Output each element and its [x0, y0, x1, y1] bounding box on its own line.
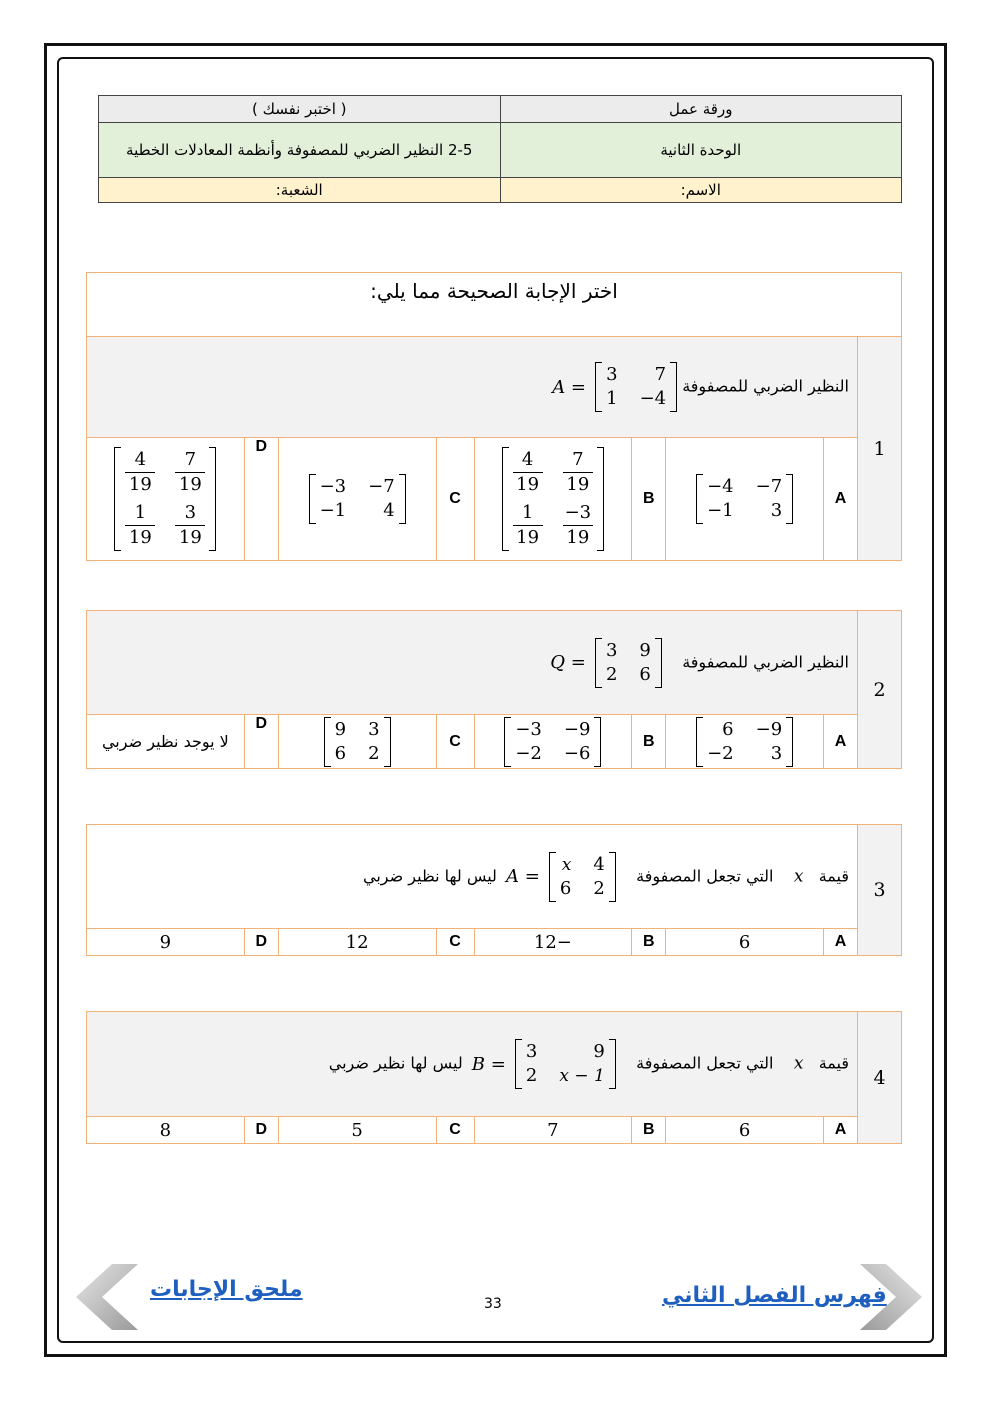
given-matrix	[549, 852, 616, 902]
question-suffix: ليس لها نظير ضربي	[363, 866, 497, 885]
matrix-cell: x − 1	[559, 1066, 605, 1086]
option-a[interactable]	[666, 715, 824, 769]
name-field[interactable]: الاسم:	[500, 178, 902, 203]
question-text	[87, 611, 858, 715]
matrix-cell: 9	[593, 1041, 605, 1062]
fraction: $\frac{4}{19}$	[513, 448, 543, 497]
question-3-table	[86, 824, 902, 956]
matrix-cell: 2	[593, 877, 605, 899]
question-label: النظير الضربي للمصفوفة	[682, 376, 849, 396]
fraction: $\frac{1}{19}$	[125, 501, 155, 550]
matrix-cell: 3	[368, 718, 380, 740]
matrix-cell: 3	[606, 364, 618, 385]
worksheet-label: ورقة عمل	[500, 96, 902, 123]
arrow-left-icon[interactable]	[72, 1262, 142, 1332]
matrix-cell: 2	[605, 663, 618, 685]
option-a-letter[interactable]: A	[824, 715, 858, 769]
matrix-cell: −4	[639, 388, 667, 409]
matrix-cell: 6	[559, 877, 572, 899]
matrix-cell: 3	[770, 500, 783, 521]
option-b-letter[interactable]: B	[632, 715, 666, 769]
page-number: 33	[484, 1296, 502, 1312]
matrix-name: Q =	[550, 652, 586, 673]
question-1-table	[86, 272, 902, 561]
option-a[interactable]: 6	[666, 1117, 824, 1144]
matrix-cell: −2	[707, 742, 734, 764]
matrix-cell: 2	[525, 1065, 538, 1086]
matrix-cell: 4	[383, 500, 395, 521]
option-b[interactable]: −12	[474, 929, 632, 956]
given-matrix	[515, 1039, 616, 1089]
option-d-matrix	[114, 447, 216, 551]
option-b[interactable]	[474, 438, 632, 561]
matrix-cell: −1	[319, 500, 347, 521]
matrix-name: A =	[552, 376, 587, 398]
fraction: $\frac{4}{19}$	[125, 448, 155, 497]
unit-label: الوحدة الثانية	[500, 123, 902, 178]
matrix-cell: 3	[525, 1041, 538, 1062]
matrix-cell: 4	[593, 853, 605, 875]
option-d[interactable]	[87, 438, 245, 561]
answers-appendix-link[interactable]: ملحق الإجابات	[150, 1277, 303, 1302]
test-yourself-label: ( اختبر نفسك )	[99, 96, 501, 123]
option-d-letter[interactable]: D	[244, 929, 278, 956]
matrix-cell: −4	[707, 476, 734, 497]
fraction: $\frac{7}{19}$	[563, 448, 594, 497]
option-b-letter[interactable]: B	[632, 438, 666, 561]
given-matrix	[595, 362, 677, 412]
option-c[interactable]	[278, 715, 436, 769]
fraction: $\frac{7}{19}$	[175, 448, 205, 497]
matrix-cell: 1	[606, 388, 618, 409]
matrix-cell: 7	[654, 364, 667, 385]
question-text	[87, 1012, 858, 1117]
option-b[interactable]: 7	[474, 1117, 632, 1144]
option-b-letter[interactable]: B	[632, 1117, 666, 1144]
matrix-cell: −6	[563, 742, 591, 764]
option-d-letter[interactable]: D	[244, 1117, 278, 1144]
option-d[interactable]: 8	[87, 1117, 245, 1144]
fraction: $\frac{1}{19}$	[513, 501, 543, 550]
matrix-cell: 6	[722, 718, 734, 740]
given-matrix	[595, 638, 662, 688]
option-d[interactable]: لا يوجد نظير ضربي	[87, 715, 245, 769]
fraction: $\frac{3}{19}$	[175, 501, 205, 550]
worksheet-header-table	[98, 95, 902, 203]
matrix-cell: −2	[515, 742, 542, 764]
question-number: 3	[858, 825, 902, 956]
lesson-title: 2-5 النظير الضربي للمصفوفة وأنظمة المعادلات الخطية	[99, 123, 501, 178]
matrix-cell: −7	[755, 476, 783, 497]
option-c[interactable]: 5	[278, 1117, 436, 1144]
matrix-cell: 3	[770, 742, 783, 764]
matrix-cell: 6	[334, 742, 347, 764]
question-number: 4	[858, 1012, 902, 1144]
option-b-matrix	[504, 717, 601, 767]
matrix-cell: −9	[755, 718, 783, 740]
question-label: النظير الضربي للمصفوفة	[682, 652, 849, 671]
question-prefix: قيمة	[818, 1053, 849, 1073]
matrix-name: A =	[506, 866, 540, 887]
variable-x: x	[793, 866, 804, 886]
question-number: 2	[858, 611, 902, 769]
option-b-letter[interactable]: B	[632, 929, 666, 956]
question-prefix: قيمة	[818, 866, 849, 885]
matrix-cell: −3	[319, 476, 347, 497]
matrix-cell: −7	[368, 476, 395, 497]
question-2-table	[86, 610, 902, 769]
matrix-name: B =	[471, 1053, 506, 1075]
option-c-letter[interactable]: C	[436, 1117, 474, 1144]
question-mid: التي تجعل المصفوفة	[636, 866, 774, 885]
option-b[interactable]	[474, 715, 632, 769]
matrix-cell: −1	[707, 500, 734, 521]
option-c[interactable]: 12	[278, 929, 436, 956]
matrix-cell: −9	[563, 718, 591, 740]
option-c-letter[interactable]: C	[436, 929, 474, 956]
matrix-cell: 6	[639, 663, 651, 685]
question-text	[87, 337, 858, 438]
fraction: $\frac{-3}{19}$	[564, 502, 592, 548]
option-a-matrix	[696, 474, 793, 524]
option-a-matrix	[696, 717, 793, 767]
option-b-matrix	[502, 447, 605, 551]
option-d[interactable]: 9	[87, 929, 245, 956]
instruction: اختر الإجابة الصحيحة مما يلي:	[87, 273, 902, 337]
matrix-cell: 3	[605, 639, 618, 661]
matrix-cell: 9	[639, 639, 651, 661]
option-c[interactable]	[278, 438, 436, 561]
option-a[interactable]: 6	[666, 929, 824, 956]
question-mid: التي تجعل المصفوفة	[636, 1053, 774, 1073]
matrix-cell: −3	[515, 718, 542, 740]
arrow-right-icon[interactable]	[856, 1262, 926, 1332]
question-text	[87, 825, 858, 929]
option-a-letter[interactable]: A	[824, 1117, 858, 1144]
option-a-letter[interactable]: A	[824, 929, 858, 956]
option-d-letter[interactable]: D	[244, 715, 278, 769]
question-4-table	[86, 1011, 902, 1144]
section-field[interactable]: الشعبة:	[99, 178, 501, 203]
question-suffix: ليس لها نظير ضربي	[328, 1053, 463, 1073]
question-number: 1	[858, 337, 902, 561]
option-d-letter[interactable]: D	[244, 438, 278, 561]
option-c-matrix	[309, 474, 406, 524]
variable-x: x	[793, 1053, 804, 1074]
option-c-letter[interactable]: C	[436, 715, 474, 769]
matrix-cell: 9	[334, 718, 347, 740]
chapter-index-link[interactable]: فهرس الفصل الثاني	[662, 1283, 887, 1308]
option-a-letter[interactable]: A	[824, 438, 858, 561]
option-a[interactable]	[666, 438, 824, 561]
matrix-cell: 2	[368, 742, 380, 764]
matrix-cell: x	[561, 854, 572, 875]
option-c-letter[interactable]: C	[436, 438, 474, 561]
option-c-matrix	[324, 717, 391, 767]
